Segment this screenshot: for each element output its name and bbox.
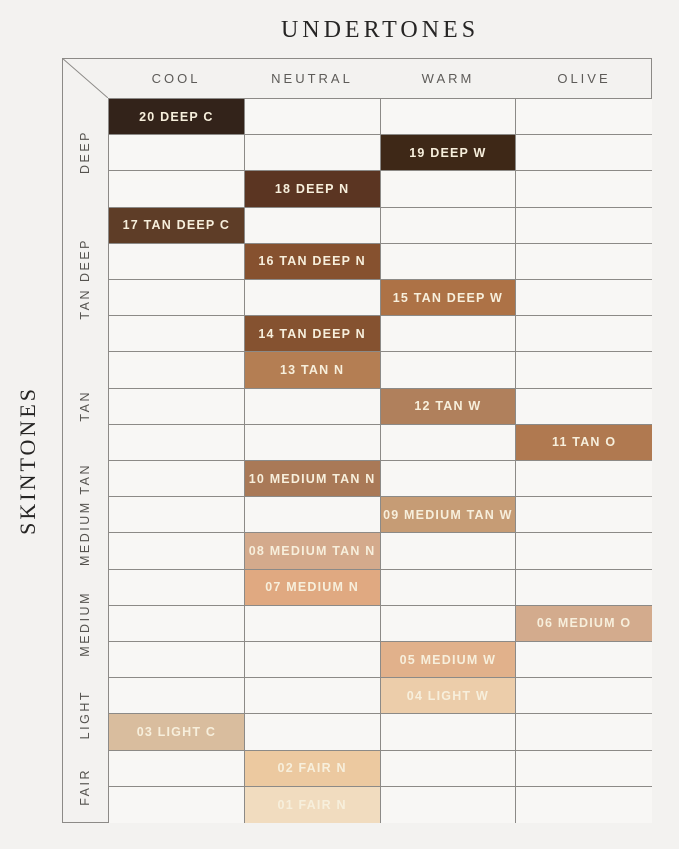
shade-cell-13-tan-n <box>245 352 381 388</box>
empty-cell <box>381 244 517 280</box>
undertone-header-row <box>108 58 652 98</box>
skintone-group-text: FAIR <box>78 767 92 806</box>
skintones-axis-label <box>6 98 50 823</box>
empty-cell <box>381 316 517 352</box>
empty-cell <box>245 606 381 642</box>
shade-cell-05-medium-w <box>381 642 517 678</box>
empty-cell <box>109 570 245 606</box>
undertone-header-olive: OLIVE <box>557 70 611 86</box>
empty-cell <box>109 461 245 497</box>
shade-label: 16 TAN DEEP N <box>258 254 366 269</box>
shade-cell-10-medium-tan-n <box>245 461 381 497</box>
empty-cell <box>381 570 517 606</box>
skintone-group-labels <box>62 98 108 823</box>
empty-cell <box>109 606 245 642</box>
empty-cell <box>109 533 245 569</box>
skintone-group-fair <box>62 751 108 824</box>
shade-cell-09-medium-tan-w <box>381 497 517 533</box>
shade-label: 01 FAIR N <box>277 797 347 812</box>
skintone-group-text: LIGHT <box>78 689 92 739</box>
empty-cell <box>516 678 652 714</box>
skintone-group-text: TAN DEEP <box>78 238 92 321</box>
empty-cell <box>381 99 517 135</box>
undertone-header-warm: WARM <box>421 70 475 86</box>
shade-label: 06 MEDIUM O <box>536 616 632 631</box>
empty-cell <box>245 497 381 533</box>
empty-cell <box>516 208 652 244</box>
empty-cell <box>109 389 245 425</box>
shade-label: 02 FAIR N <box>277 761 347 776</box>
empty-cell <box>381 171 517 207</box>
empty-cell <box>245 678 381 714</box>
empty-cell <box>381 425 517 461</box>
skintone-group-light <box>62 678 108 751</box>
shade-cell-01-fair-n <box>245 787 381 823</box>
empty-cell <box>516 787 652 823</box>
empty-cell <box>245 99 381 135</box>
undertone-header-neutral: NEUTRAL <box>271 70 353 86</box>
shade-label: 05 MEDIUM W <box>399 652 497 667</box>
empty-cell <box>109 497 245 533</box>
corner-diagonal-line <box>62 58 108 98</box>
empty-cell <box>109 352 245 388</box>
shade-cell-15-tan-deep-w <box>381 280 517 316</box>
shade-label: 15 TAN DEEP W <box>392 290 504 305</box>
empty-cell <box>109 280 245 316</box>
empty-cell <box>381 751 517 787</box>
empty-cell <box>381 533 517 569</box>
skintone-group-text: MEDIUM TAN <box>78 463 92 567</box>
shade-label: 04 LIGHT W <box>406 688 489 703</box>
empty-cell <box>381 208 517 244</box>
shade-label: 20 DEEP C <box>139 109 214 124</box>
empty-cell <box>516 533 652 569</box>
empty-cell <box>245 135 381 171</box>
skintone-group-tan-deep <box>62 207 108 352</box>
shade-cell-20-deep-c <box>109 99 245 135</box>
shade-cell-04-light-w <box>381 678 517 714</box>
shade-label: 18 DEEP N <box>274 181 350 196</box>
empty-cell <box>381 714 517 750</box>
empty-cell <box>516 244 652 280</box>
shade-label: 11 TAN O <box>552 435 617 450</box>
empty-cell <box>516 135 652 171</box>
empty-cell <box>381 352 517 388</box>
empty-cell <box>516 570 652 606</box>
shade-cell-07-medium-n <box>245 570 381 606</box>
shade-cell-16-tan-deep-n <box>245 244 381 280</box>
shade-label: 14 TAN DEEP N <box>258 326 366 341</box>
shade-label: 12 TAN W <box>414 399 482 414</box>
skintones-axis-text: SKINTONES <box>15 386 40 535</box>
empty-cell <box>381 606 517 642</box>
shade-cell-11-tan-o <box>516 425 652 461</box>
shade-label: 08 MEDIUM TAN N <box>248 543 376 558</box>
empty-cell <box>516 352 652 388</box>
empty-cell <box>516 389 652 425</box>
empty-cell <box>381 461 517 497</box>
empty-cell <box>516 714 652 750</box>
shade-cell-12-tan-w <box>381 389 517 425</box>
empty-cell <box>245 208 381 244</box>
skintone-group-tan <box>62 352 108 461</box>
shade-label: 13 TAN N <box>280 362 345 377</box>
shade-cell-14-tan-deep-n <box>245 316 381 352</box>
shade-label: 07 MEDIUM N <box>265 580 360 595</box>
empty-cell <box>245 389 381 425</box>
empty-cell <box>109 642 245 678</box>
skintone-group-text: TAN <box>78 390 92 422</box>
empty-cell <box>245 280 381 316</box>
empty-cell <box>109 751 245 787</box>
shade-cell-06-medium-o <box>516 606 652 642</box>
shade-cell-17-tan-deep-c <box>109 208 245 244</box>
empty-cell <box>245 714 381 750</box>
shade-cell-18-deep-n <box>245 171 381 207</box>
shade-label: 09 MEDIUM TAN W <box>383 507 513 522</box>
shade-cell-19-deep-w <box>381 135 517 171</box>
skintone-group-text: MEDIUM <box>78 590 92 657</box>
empty-cell <box>516 99 652 135</box>
shade-cell-02-fair-n <box>245 751 381 787</box>
empty-cell <box>516 280 652 316</box>
empty-cell <box>109 787 245 823</box>
empty-cell <box>516 316 652 352</box>
empty-cell <box>516 171 652 207</box>
shade-cell-03-light-c <box>109 714 245 750</box>
empty-cell <box>109 425 245 461</box>
undertone-header-cool: COOL <box>151 70 201 86</box>
shade-label: 19 DEEP W <box>409 145 487 160</box>
undertones-title: UNDERTONES <box>280 17 480 43</box>
shade-label: 03 LIGHT C <box>136 724 217 739</box>
empty-cell <box>516 751 652 787</box>
skintone-group-deep <box>62 98 108 207</box>
empty-cell <box>516 497 652 533</box>
shade-grid <box>108 98 652 823</box>
skintone-group-text: DEEP <box>78 130 92 175</box>
empty-cell <box>109 244 245 280</box>
shade-label: 10 MEDIUM TAN N <box>248 471 376 486</box>
shade-cell-08-medium-tan-n <box>245 533 381 569</box>
skintone-group-medium <box>62 569 108 678</box>
empty-cell <box>109 678 245 714</box>
empty-cell <box>516 642 652 678</box>
skintone-group-medium-tan <box>62 461 108 570</box>
empty-cell <box>109 135 245 171</box>
empty-cell <box>245 425 381 461</box>
empty-cell <box>516 461 652 497</box>
empty-cell <box>381 787 517 823</box>
empty-cell <box>245 642 381 678</box>
empty-cell <box>109 316 245 352</box>
shade-label: 17 TAN DEEP C <box>122 218 231 233</box>
empty-cell <box>109 171 245 207</box>
